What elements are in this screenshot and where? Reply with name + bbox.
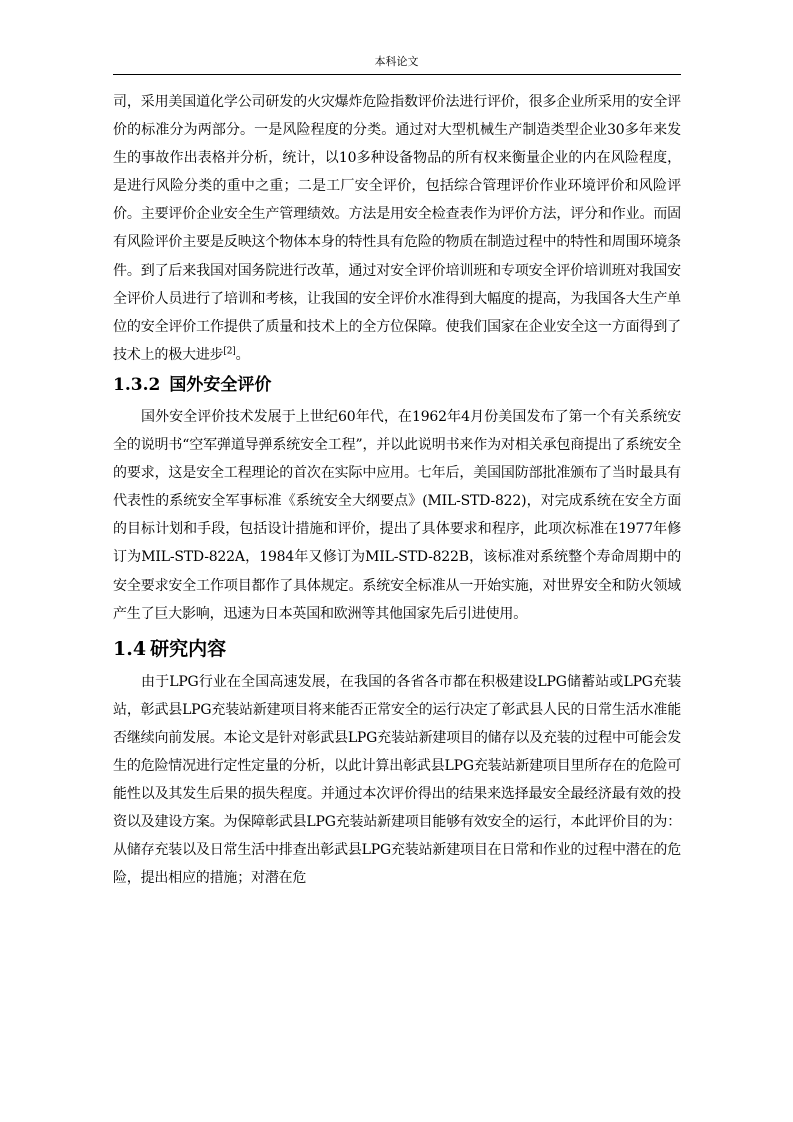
page-header-title: 本科论文 [374,55,419,68]
paragraph-foreign-evaluation: 国外安全评价技术发展于上世纪60年代，在1962年4月份美国发布了第一个有关系统安全的说明书“空军弹道导弹系统安全工程”，并以此说明书来作为对相关承包商提出了系统安全的要求，这是安全工程理论的首次在实际中应用。七年后，美国国防部批准颁布了当时最具有代表性的系统安全军事标准《系统安全大纲要点》(MIL-STD-822)，对完成系统在安全方面的目标计划和手段，包括设计措施和评价，提出了具体要求和程序，此项次标准在1977年修订为MIL-STD-822A，1984年又修订为MIL-STD-822B，该标准对系统整个寿命周期中的安全要求安全工作项目都作了具体规定。系统安全标准从一开始实施，对世界安全和防火领域产生了巨大影响，迅速为日本英国和欧洲等其他国家先后引进使用。 [113,408,681,622]
document-body [113,88,681,892]
citation-marker: [2] [223,346,236,357]
header-divider [113,74,681,75]
section-number: 1.3.2 [113,374,161,395]
paragraph-text: 司，采用美国道化学公司研发的火灾爆炸危险指数评价法进行评价，很多企业所采用的安全评价的标准分为两部分。一是风险程度的分类。通过对大型机械生产制造类型企业30多年来发生的事故作出表格并分析，统计，以10多种设备物品的所有权来衡量企业的内在风险程度，是进行风险分类的重中之重；二是工厂安全评价，包括综合管理评价作业环境评价和风险评价。主要评价企业安全生产管理绩效。方法是用安全检查表作为评价方法，评分和作业。而固有风险评价主要是反映这个物体本身的特性具有危险的物质在制造过程中的特性和周围环境条件。到了后来我国对国务院进行改革，通过对安全评价培训班和专项安全评价培训班对我国安全评价人员进行了培训和考核，让我国的安全评价水准得到大幅度的提高，为我国各大生产单位的安全评价工作提供了质量和技术上的全方位保障。使我们国家在企业安全这一方面得到了技术上的极大进步 [113,94,681,363]
section-number: 1.4 [113,637,147,660]
paragraph-end: 。 [235,346,250,363]
section-title: 国外安全评价 [169,374,272,395]
section-heading-1-4 [113,634,681,664]
paragraph-research-content: 由于LPG行业在全国高速发展，在我国的各省各市都在积极建设LPG储蓄站或LPG充装站，彰武县LPG充装站新建项目将来能否正常安全的运行决定了彰武县人民的日常生活水准能否继续向前发展。本论文是针对彰武县LPG充装站新建项目的储存以及充装的过程中可能会发生的危险情况进行定性定量的分析，以此计算出彰武县LPG充装站新建项目里所存在的危险可能性以及其发生后果的损失程度。并通过本次评价得出的结果来选择最安全最经济最有效的投资以及建设方案。为保障彰武县LPG充装站新建项目能够有效安全的运行，本此评价目的为：从储存充装以及日常生活中排查出彰武县LPG充装站新建项目在日常和作业的过程中潜在的危险，提出相应的措施；对潜在危 [113,673,681,887]
section-heading-1-3-2 [113,371,681,399]
section-title: 研究内容 [150,637,227,660]
paragraph-domestic-evaluation [113,88,681,369]
